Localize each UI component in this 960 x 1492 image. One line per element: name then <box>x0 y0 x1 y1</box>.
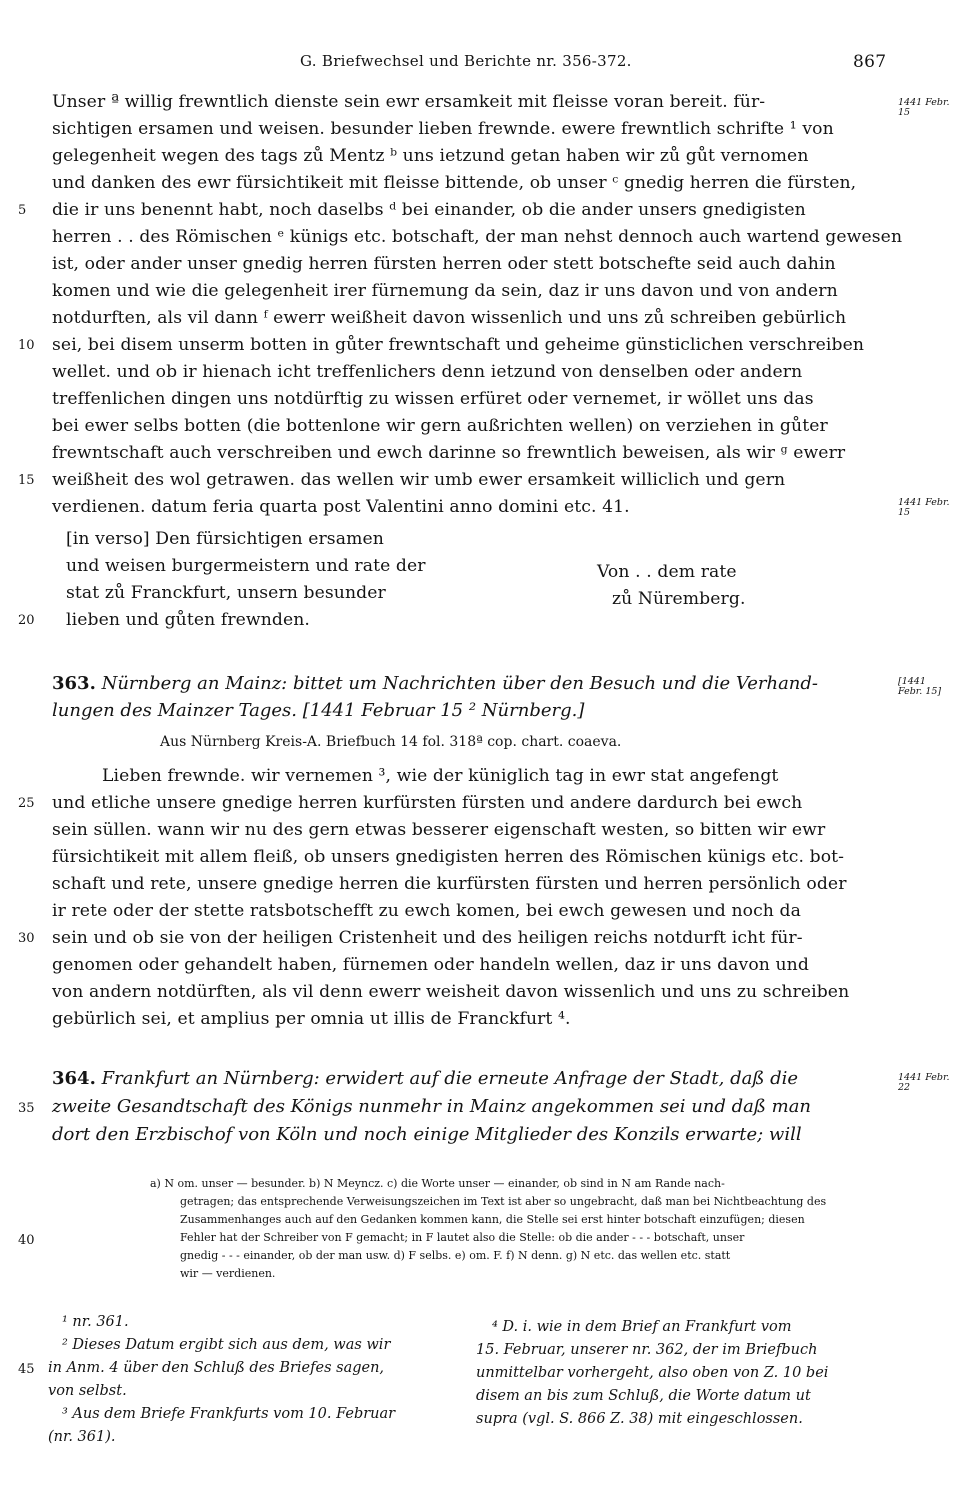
line-number: 5 <box>18 203 27 218</box>
variant-line: Fehler hat der Schreiber von F gemacht; in F lautet also die Stelle: ob die ander - - - botschaft, unser <box>180 1231 745 1244</box>
note-line: von selbst. <box>48 1383 127 1399</box>
line-number: 15 <box>18 473 35 488</box>
line-number: 25 <box>18 796 35 811</box>
text-line: sei, bei disem unserm botten in gůter frewntschaft und geheime günsticlichen verschreiben <box>52 335 865 355</box>
text-line: ir rete oder der stette ratsbotschefft zu ewch komen, bei ewch gewesen und noch da <box>52 901 801 921</box>
line-number: 20 <box>18 613 35 628</box>
text-line: sichtigen ersamen und weisen. besunder lieben frewnde. ewere frewntlich schrifte ¹ von <box>52 119 834 139</box>
text-line: treffenlichen dingen uns notdürftig zu wissen erfüret oder vernemet, ir wöllet uns das <box>52 389 814 409</box>
note-line: unmittelbar vorhergeht, also oben von Z. 10 bei <box>476 1365 829 1381</box>
note-line: in Anm. 4 über den Schluß des Briefes sagen, <box>48 1360 385 1376</box>
line-number: 10 <box>18 338 35 353</box>
line-number: 45 <box>18 1362 35 1377</box>
regest-line: dort den Erzbischof von Köln und noch einige Mitglieder des Konzils erwarte; will <box>52 1124 802 1145</box>
text-line: notdurften, als vil dann ᶠ ewerr weißheit davon wissenlich und uns zů schreiben gebürlich <box>52 308 847 328</box>
text-line: gebürlich sei, et amplius per omnia ut illis de Franckfurt ⁴. <box>52 1009 571 1029</box>
note-line: ⁴ D. i. wie in dem Brief an Frankfurt vom <box>492 1319 792 1335</box>
variant-line: gnedig - - - einander, ob der man usw. d) F selbs. e) om. F. f) N denn. g) N etc. das wellen etc. statt <box>180 1249 731 1262</box>
address-line: und weisen burgermeistern und rate der <box>66 556 426 576</box>
address-line: lieben und gůten frewnden. <box>66 610 310 630</box>
regest-line: lungen des Mainzer Tages. [1441 Februar 15 ² Nürnberg.] <box>52 700 585 721</box>
margin-date: 1441 Febr. 15 <box>898 97 950 118</box>
text-line: genomen oder gehandelt haben, fürnemen oder handeln wellen, daz ir uns davon und <box>52 955 809 975</box>
text-line: sein süllen. wann wir nu des gern etwas besserer eigenschaft westen, so bitten wir ewr <box>52 820 826 840</box>
regest-text: Nürnberg an Mainz: bittet um Nachrichten über den Besuch und die Verhand- <box>101 673 818 694</box>
text-line: Unser ª willig frewntlich dienste sein ewr ersamkeit mit fleisse voran bereit. für- <box>52 92 766 112</box>
text-line: bei ewer selbs botten (die bottenlone wir gern außrichten wellen) on verziehen in gůter <box>52 416 828 436</box>
regest-line: zweite Gesandtschaft des Königs nunmehr in Mainz angekommen sei und daß man <box>52 1096 812 1117</box>
source-note: Aus Nürnberg Kreis-A. Briefbuch 14 fol. 318ª cop. chart. coaeva. <box>160 734 622 750</box>
regest-text: Frankfurt an Nürnberg: erwidert auf die erneute Anfrage der Stadt, daß die <box>101 1068 799 1089</box>
note-line: ² Dieses Datum ergibt sich aus dem, was wir <box>62 1337 391 1353</box>
text-line: fürsichtikeit mit allem fleiß, ob unsers gnedigisten herren des Römischen künigs etc. bot- <box>52 847 845 867</box>
text-line: und danken des ewr fürsichtikeit mit fleisse bittende, ob unser ᶜ gnedig herren die fürsten, <box>52 173 857 193</box>
note-line: disem an bis zum Schluß, die Worte datum ut <box>476 1388 811 1404</box>
sender-line: Von . . dem rate <box>597 562 737 582</box>
note-line: supra (vgl. S. 866 Z. 38) mit eingeschlossen. <box>476 1411 803 1427</box>
text-line: von andern notdürften, als vil denn ewerr weisheit davon wissenlich und uns zu schreiben <box>52 982 850 1002</box>
variant-line: a) N om. unser — besunder. b) N Meyncz. c) die Worte unser — einander, ob sind in N am Rande nach- <box>150 1177 725 1190</box>
text-line: Lieben frewnde. wir vernemen ³, wie der küniglich tag in ewr stat angefengt <box>102 766 779 786</box>
line-number: 40 <box>18 1233 35 1248</box>
margin-date: 1441 Febr. 15 <box>898 497 950 518</box>
regest-heading <box>52 673 818 694</box>
page-number: 867 <box>853 52 887 72</box>
text-line: wellet. und ob ir hienach icht treffenlichers denn ietzund von denselben oder andern <box>52 362 803 382</box>
note-line: ³ Aus dem Briefe Frankfurts vom 10. Februar <box>62 1406 396 1422</box>
sender-line: zů Nüremberg. <box>612 589 746 609</box>
text-line: ist, oder ander unser gnedig herren fürsten herren oder stett botschefte seid auch dahin <box>52 254 836 274</box>
margin-date: 1441 Febr. 22 <box>898 1072 950 1093</box>
line-number: 30 <box>18 931 35 946</box>
variant-line: Zusammenhanges auch auf den Gedanken kommen kann, die Stelle sei erst hinter botschaft einzufügen; diesen <box>180 1213 805 1226</box>
text-line: schaft und rete, unsere gnedige herren die kurfürsten fürsten und herren persönlich oder <box>52 874 847 894</box>
margin-date: [1441 Febr. 15] <box>898 676 942 697</box>
variant-line: getragen; das entsprechende Verweisungszeichen im Text ist aber so ungebracht, daß man bei Nichtbeachtung des <box>180 1195 827 1208</box>
address-line: [in verso] Den fürsichtigen ersamen <box>66 529 384 549</box>
regest-heading <box>52 1068 798 1089</box>
text-line: sein und ob sie von der heiligen Cristenheit und des heiligen reichs notdurft icht für- <box>52 928 803 948</box>
text-line: die ir uns benennt habt, noch daselbs ᵈ bei einander, ob die ander unsers gnedigisten <box>52 200 806 220</box>
note-line: 15. Februar, unserer nr. 362, der im Briefbuch <box>476 1342 818 1358</box>
text-line: gelegenheit wegen des tags zů Mentz ᵇ uns ietzund getan haben wir zů gůt vernomen <box>52 146 809 166</box>
text-line: komen und wie die gelegenheit irer fürnemung da sein, daz ir uns davon und von andern <box>52 281 838 301</box>
text-line: und etliche unsere gnedige herren kurfürsten fürsten und andere dardurch bei ewch <box>52 793 803 813</box>
text-line: frewntschaft auch verschreiben und ewch darinne so frewntlich beweisen, als wir ᵍ ewerr <box>52 443 846 463</box>
running-title: G. Briefwechsel und Berichte nr. 356-372. <box>300 52 632 70</box>
line-number: 35 <box>18 1101 35 1116</box>
note-line: (nr. 361). <box>48 1429 116 1445</box>
text-line: herren . . des Römischen ᵉ künigs etc. botschaft, der man nehst dennoch auch wartend gewesen <box>52 227 903 247</box>
document-number: 363. <box>52 673 96 694</box>
variant-line: wir — verdienen. <box>180 1267 276 1280</box>
document-number: 364. <box>52 1068 96 1089</box>
text-line: verdienen. datum feria quarta post Valentini anno domini etc. 41. <box>52 497 630 517</box>
text-line: weißheit des wol getrawen. das wellen wir umb ewer ersamkeit williclich und gern <box>52 470 786 490</box>
address-line: stat zů Franckfurt, unsern besunder <box>66 583 386 603</box>
note-line: ¹ nr. 361. <box>62 1314 129 1330</box>
